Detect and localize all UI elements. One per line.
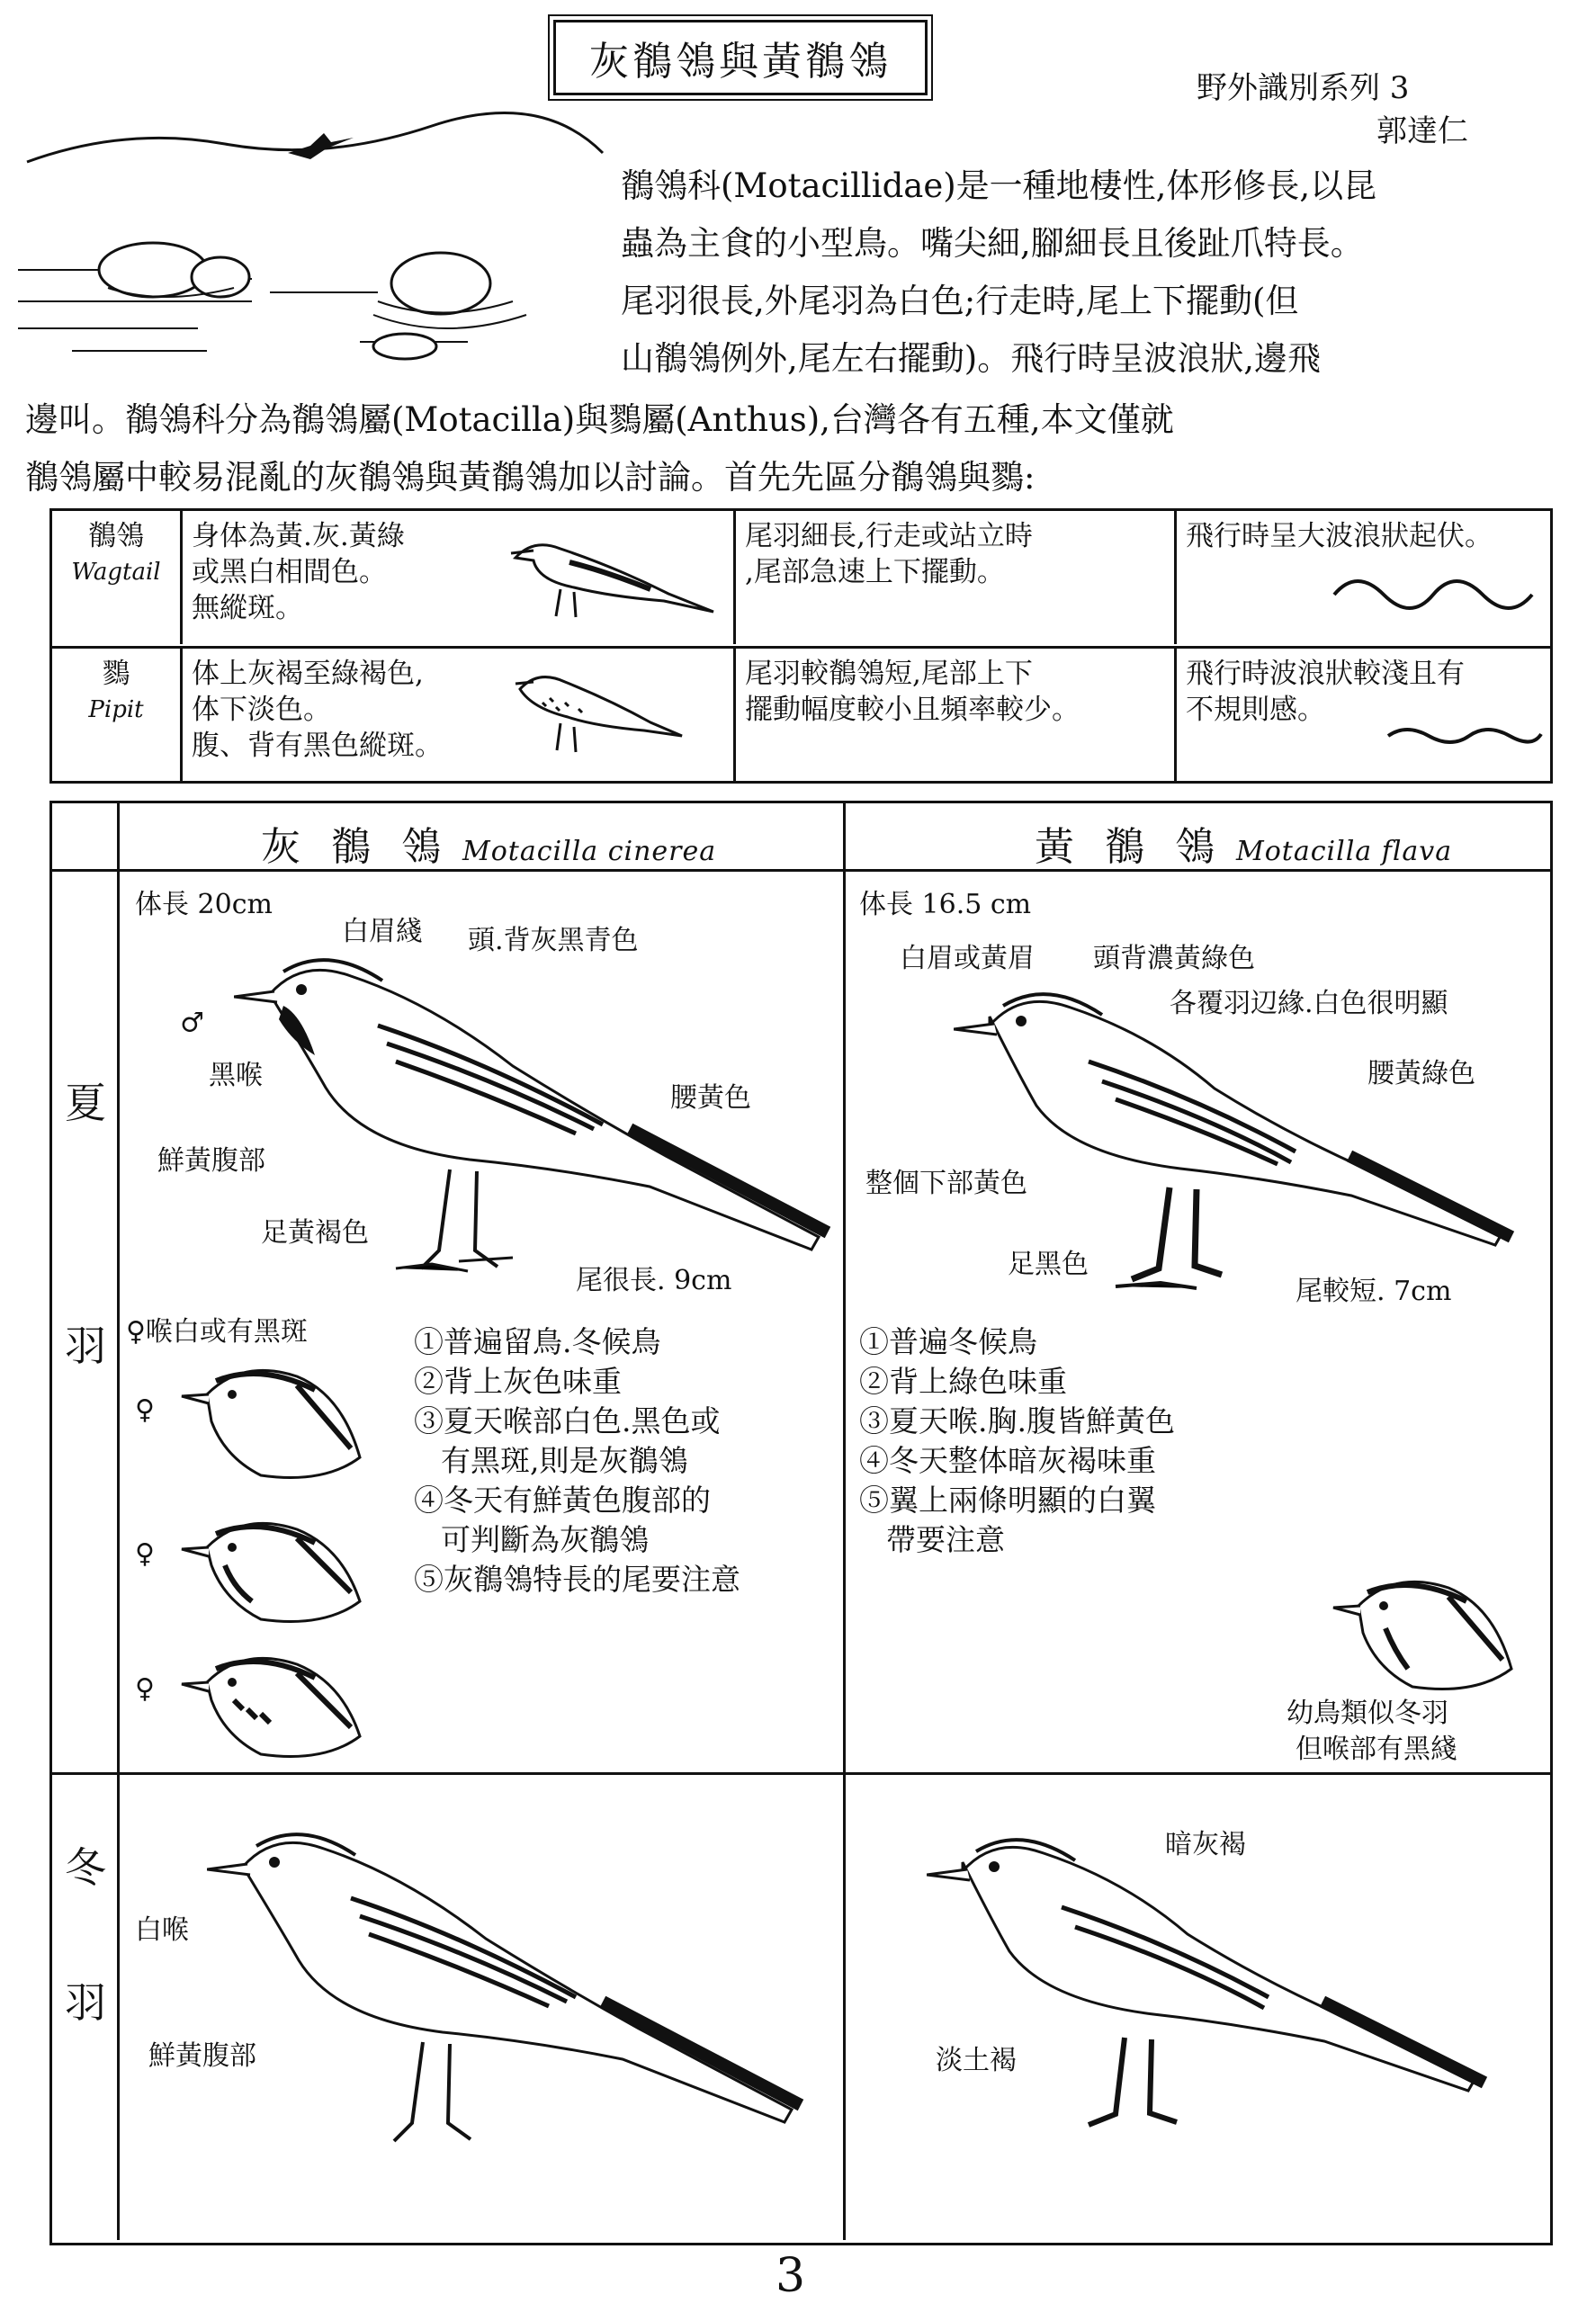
row-name-zh: 鶺鴒: [88, 520, 144, 552]
label-eyebrow: 白眉或黃眉: [900, 943, 1035, 974]
note-line: 但喉部有黑綫: [1296, 1734, 1457, 1765]
label-belly: 鮮黃腹部: [157, 1145, 265, 1177]
label-male: ♂: [180, 1008, 204, 1039]
label-belly: 鮮黃腹部: [148, 2040, 256, 2072]
body-line: 無縱斑。: [192, 592, 303, 624]
tail-line: ,尾部急速上下擺動。: [745, 556, 1005, 588]
body-line: 或黑白相間色。: [192, 556, 387, 588]
wagtail-sketch-icon: [507, 531, 722, 621]
species-name: 灰 鶺 鴒: [261, 824, 450, 870]
female-head-illustration: [180, 1358, 369, 1484]
column-header-yellow: [1035, 814, 1452, 872]
intro-paragraph: [621, 157, 1574, 388]
series-label: 野外識別系列 3: [1197, 70, 1410, 106]
note-line: ②背上綠色味重: [859, 1364, 1067, 1399]
season-label-summer: 羽: [65, 1322, 106, 1370]
body-line: 腹、背有黑色縱斑。: [192, 730, 443, 762]
note-line: 帶要注意: [886, 1522, 1005, 1557]
tail-cell: [736, 511, 1177, 644]
label-legs: 足黃褐色: [261, 1217, 369, 1249]
flight-cell: [1177, 511, 1550, 644]
body-cell: [183, 511, 736, 644]
body-cell: [183, 649, 736, 782]
female-mark: ♀: [135, 1394, 155, 1426]
female-head-illustration: [180, 1511, 369, 1628]
season-label-winter: 羽: [65, 1978, 106, 2027]
label-legs: 足黑色: [1008, 1249, 1089, 1280]
body-length: 体長 20cm: [135, 889, 273, 920]
page-number: 3: [776, 2249, 806, 2303]
body-line: 体下淡色。: [192, 694, 331, 726]
season-label-winter: 冬: [65, 1843, 106, 1892]
flight-cell: [1177, 649, 1550, 782]
landscape-illustration: [18, 108, 612, 378]
note-line: ①普遍留鳥.冬候鳥: [414, 1324, 661, 1359]
note-line: ⑤翼上兩條明顯的白翼: [859, 1483, 1156, 1518]
label-tail: 尾很長. 9cm: [576, 1265, 732, 1296]
juvenile-head-illustration: [1331, 1570, 1529, 1696]
wave-icon: [1330, 572, 1537, 617]
season-label-summer: 夏: [65, 1079, 106, 1127]
note-line: ③夏天喉部白色.黑色或: [414, 1403, 721, 1438]
tail-line: 擺動幅度較小且頻率較少。: [745, 694, 1080, 726]
note-line: 有黑斑,則是灰鶺鴒: [441, 1443, 688, 1478]
label-head-back: 頭背濃黃綠色: [1093, 943, 1255, 974]
scientific-name: Motacilla cinerea: [462, 836, 717, 867]
intro-line: 尾羽很長,外尾羽為白色;行走時,尾上下擺動(但: [621, 282, 1299, 320]
grid-divider: [49, 1772, 1550, 1775]
scientific-name: Motacilla flava: [1235, 836, 1453, 867]
flight-line: 飛行時呈大波浪狀起伏。: [1186, 520, 1493, 552]
note-line: ③夏天喉.胸.腹皆鮮黃色: [859, 1403, 1175, 1438]
flight-line: 不規則感。: [1186, 694, 1325, 726]
intro-line: 鶺鴒屬中較易混亂的灰鶺鴒與黃鶺鴒加以討論。首先先區分鶺鴒與鷚:: [25, 458, 1036, 497]
note-line: 可判斷為灰鶺鴒: [441, 1522, 649, 1557]
flight-line: 飛行時波浪狀較淺且有: [1186, 658, 1465, 690]
label-underparts: 整個下部黃色: [865, 1168, 1027, 1199]
tail-cell: [736, 649, 1177, 782]
grey-notes: [414, 1322, 740, 1600]
wagtail-pipit-table: [49, 508, 1553, 784]
table-row-pipit: [52, 646, 1550, 782]
intro-line: 鶺鴒科(Motacillidae)是一種地棲性,体形修長,以昆: [621, 166, 1377, 205]
label-coverts: 各覆羽辺緣.白色很明顯: [1170, 988, 1448, 1019]
female-mark: ♀: [135, 1673, 155, 1705]
yellow-wagtail-winter-illustration: [927, 1826, 1502, 2159]
tail-line: 尾羽細長,行走或站立時: [745, 520, 1033, 552]
author-name: 郭達仁: [1376, 113, 1468, 149]
label-pale-brown: 淡土褐: [936, 2045, 1017, 2076]
row-name: [52, 511, 183, 644]
yellow-notes: [859, 1322, 1175, 1560]
row-name-en: Pipit: [88, 696, 144, 723]
label-eyebrow: 白眉綫: [342, 916, 423, 947]
body-line: 身体為黃.灰.黃綠: [192, 520, 405, 552]
label-dark-grey-brown: 暗灰褐: [1165, 1829, 1246, 1860]
note-line: 幼鳥類似冬羽: [1287, 1698, 1448, 1729]
body-line: 体上灰褐至綠褐色,: [192, 658, 424, 690]
label-rump: 腰黃色: [670, 1082, 751, 1114]
pipit-sketch-icon: [507, 662, 686, 761]
row-name: [52, 649, 183, 782]
row-name-zh: 鷚: [102, 658, 130, 690]
note-line: ②背上灰色味重: [414, 1364, 622, 1399]
intro-line: 山鶺鴒例外,尾左右擺動)。飛行時呈波浪狀,邊飛: [621, 339, 1321, 378]
tail-line: 尾羽較鶺鴒短,尾部上下: [745, 658, 1033, 690]
juvenile-note: [1287, 1696, 1457, 1768]
page-title: 灰鶺鴒與黃鶺鴒: [553, 20, 928, 95]
label-black-throat: 黑喉: [209, 1060, 263, 1091]
female-mark: ♀: [135, 1538, 155, 1570]
species-name: 黃 鶺 鴒: [1035, 824, 1224, 870]
intro-paragraph-cont: [25, 391, 1573, 506]
table-row-wagtail: [52, 511, 1550, 644]
intro-line: 邊叫。鶺鴒科分為鶺鴒屬(Motacilla)與鷚屬(Anthus),台灣各有五種,本文僅就: [25, 400, 1174, 439]
grey-wagtail-winter-illustration: [207, 1817, 837, 2159]
note-line: ④冬天有鮮黃色腹部的: [414, 1483, 711, 1518]
label-tail: 尾較短. 7cm: [1296, 1276, 1452, 1307]
row-name-en: Wagtail: [71, 559, 161, 586]
note-line: ④冬天整体暗灰褐味重: [859, 1443, 1156, 1478]
note-line: ①普遍冬候鳥: [859, 1324, 1037, 1359]
body-length: 体長 16.5 cm: [859, 889, 1032, 920]
label-white-throat: 白喉: [135, 1914, 189, 1946]
label-female-throat: ♀喉白或有黑斑: [126, 1316, 308, 1348]
note-line: ⑤灰鶺鴒特長的尾要注意: [414, 1562, 740, 1597]
shallow-wave-icon: [1384, 716, 1546, 752]
female-head-illustration: [180, 1646, 369, 1763]
grid-divider: [117, 801, 120, 2240]
label-rump: 腰黃綠色: [1367, 1058, 1475, 1089]
column-header-grey: [261, 814, 716, 872]
intro-line: 蟲為主食的小型鳥。嘴尖細,腳細長且後趾爪特長。: [621, 224, 1364, 263]
label-head-back: 頭.背灰黑青色: [468, 925, 639, 956]
